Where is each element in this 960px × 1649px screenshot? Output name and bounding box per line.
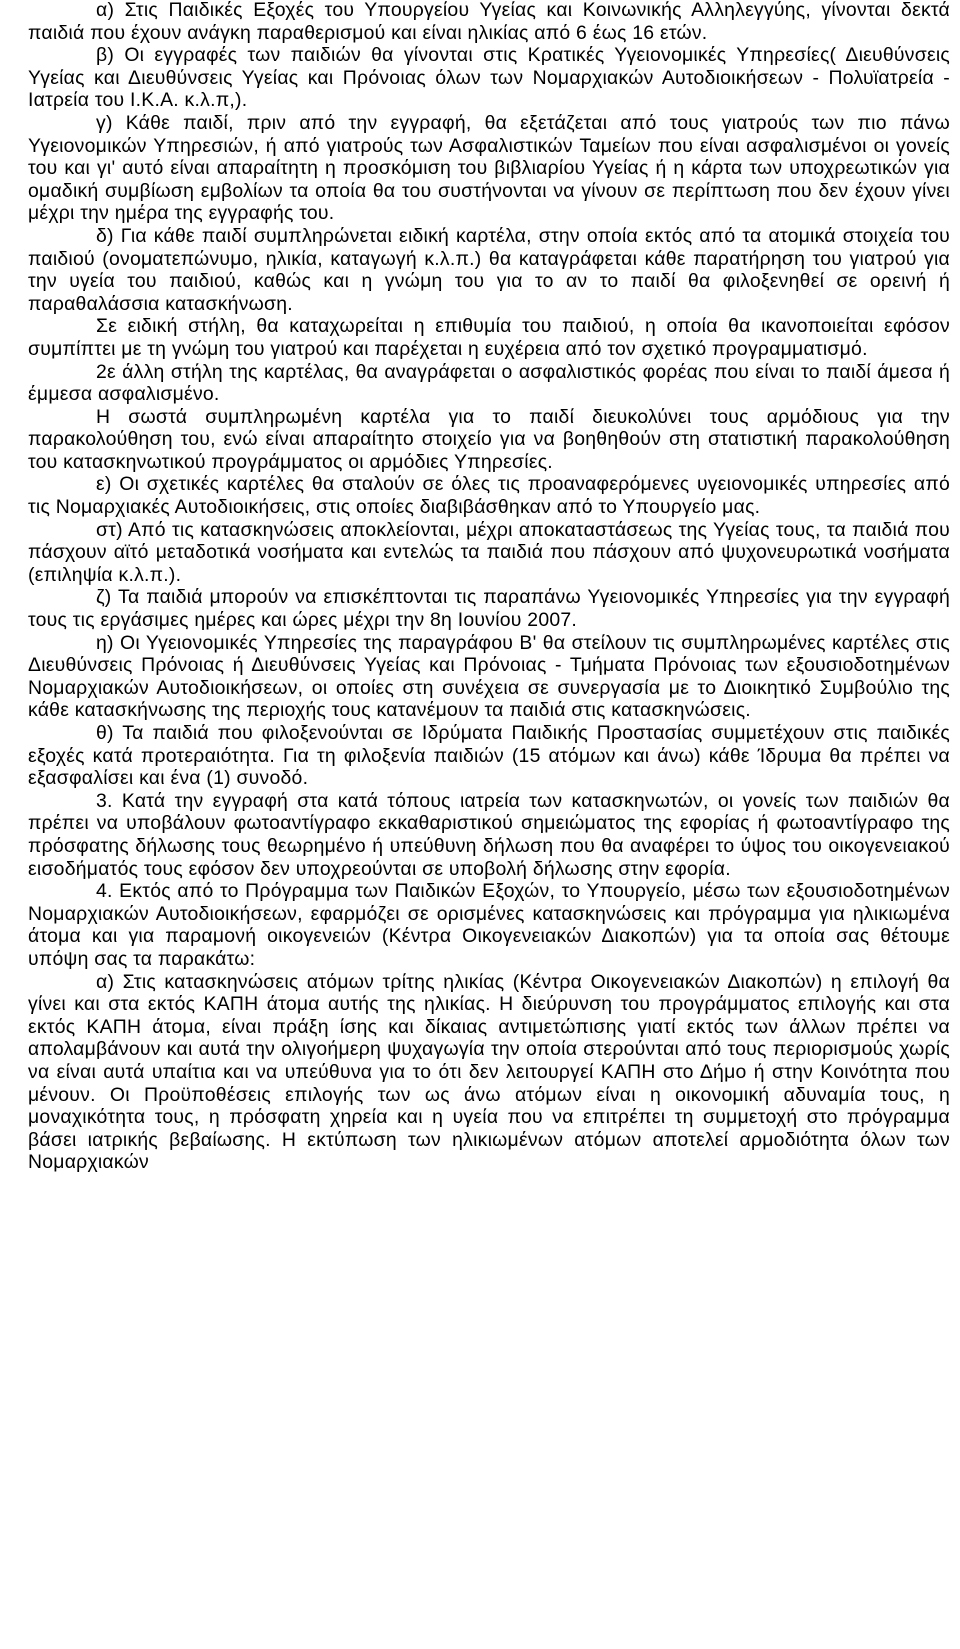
- paragraph-st-exclusions: στ) Από τις κατασκηνώσεις αποκλείονται, μέχρι αποκαταστάσεως της Υγείας τους, τα παιδιά που πάσχουν αϊτό μεταδοτικά νοσήματα και εντελώς τα παιδιά που πάσχουν από ψυχονευρωτικά νοσήματα (επιληψία κ.λ.π.).: [28, 518, 950, 586]
- paragraph-alpha-eligibility: α) Στις Παιδικές Εξοχές του Υπουργείου Υγείας και Κοινωνικής Αλληλεγγύης, γίνονται δεκτά παιδιά που έχουν ανάγκη παραθερισμού και είναι ηλικίας από 6 έως 16 ετών.: [28, 0, 950, 44]
- paragraph-theta-institutions: θ) Τα παιδιά που φιλοξενούνται σε Ιδρύματα Παιδικής Προστασίας συμμετέχουν στις παιδικές εξοχές κατά προτεραιότητα. Για τη φιλοξενία παιδιών (15 ατόμων και άνω) κάθε Ίδρυμα θα πρέπει να εξασφαλίσει και ένα (1) συνοδό.: [28, 722, 950, 790]
- paragraph-child-wish-column: Σε ειδική στήλη, θα καταχωρείται η επιθυμία του παιδιού, η οποία θα ικανοποιείται εφόσον συμπίπτει με τη γνώμη του γιατρού και παρέχεται η ευχέρεια από τον σχετικό προγραμματισμό.: [28, 315, 950, 360]
- paragraph-3-income-documents: 3. Κατά την εγγραφή στα κατά τόπους ιατρεία των κατασκηνωτών, οι γονείς των παιδιών θα πρέπει να υποβάλουν φωτοαντίγραφο εκκαθαριστικού σημειώματος της εφορίας ή φωτοαντίγραφο της πρόσφατης δήλωσης τους θεωρημένο ή υπεύθυνη δήλωση που θα αναφέρει το ύψος του οικογενειακού εισοδήματός τους εφόσον δεν υποχρεούνται σε υποβολή δήλωσης στην εφορία.: [28, 789, 950, 880]
- paragraph-complete-card: Η σωστά συμπληρωμένη καρτέλα για το παιδί διευκολύνει τους αρμόδιους για την παρακολούθηση του, ενώ είναι απαραίτητο στοιχείο για να βοηθηθούν στη στατιστική παρακολούθηση του κατασκηνωτικού προγράμματος οι αρμόδιες Υπηρεσίες.: [28, 405, 950, 473]
- paragraph-epsilon-cards-sent: ε) Οι σχετικές καρτέλες θα σταλούν σε όλες τις προαναφερόμενες υγειονομικές υπηρεσίες από τις Νομαρχιακές Αυτοδιοικήσεις, στις οποίες διαβιβάσθηκαν από το Υπουργείο μας.: [28, 473, 950, 519]
- paragraph-eta-card-distribution: η) Οι Υγειονομικές Υπηρεσίες της παραγράφου Β' θα στείλουν τις συμπληρωμένες καρτέλες στις Διευθύνσεις Πρόνοιας ή Διευθύνσεις Υγείας και Πρόνοιας - Τμήματα Πρόνοιας των εξουσιοδοτημένων Νομαρχιακών Αυτοδιοικήσεων, οι οποίες στη συνέχεια σε συνεργασία με το Διοικητικό Συμβούλιο της κάθε κατασκήνωσης της περιοχής τους κατανέμουν τα παιδιά στις κατασκηνώσεις.: [28, 631, 950, 722]
- paragraph-insurance-column: 2ε άλλη στήλη της καρτέλας, θα αναγράφεται ο ασφαλιστικός φορέας που είναι το παιδί άμεσα ή έμμεσα ασφαλισμένο.: [28, 360, 950, 406]
- paragraph-delta-child-card: δ) Για κάθε παιδί συμπληρώνεται ειδική καρτέλα, στην οποία εκτός από τα ατομικά στοιχεία του παιδιού (ονοματεπώνυμο, ηλικία, καταγωγή κ.λ.π.) θα καταγράφεται κάθε παρατήρηση του γιατρού για την υγεία του παιδιού, καθώς και η γνώμη του για το αν το παιδί θα φιλοξενηθεί σε ορεινή ή παραθαλάσσια κατασκήνωση.: [28, 224, 950, 315]
- paragraph-alpha-elderly-camps: α) Στις κατασκηνώσεις ατόμων τρίτης ηλικίας (Κέντρα Οικογενειακών Διακοπών) η επιλογή θα γίνει και στα εκτός ΚΑΠΗ άτομα αυτής της ηλικίας. Η διεύρυνση του προγράμματος επιλογής και στα εκτός ΚΑΠΗ άτομα, είναι πράξη ίσης και δίκαιας αντιμετώπισης γιατί εκτός των άλλων πρέπει να απολαμβάνουν και αυτά την ολιγοήμερη ψυχαγωγία την οποία στερούνται από τους περιορισμούς χωρίς να είναι αυτά υπαίτια και να υπεύθυνα για το ότι δεν λειτουργεί ΚΑΠΗ στο Δήμο ή στην Κοινότητα που μένουν. Οι Προϋποθέσεις επιλογής των ως άνω ατόμων είναι η οικονομική αδυναμία τους, η μοναχικότητα τους, η πρόσφατη χηρεία και η υγεία που να επιτρέπει τη συμμετοχή στο πρόγραμμα βάσει ιατρικής βεβαίωσης. Η εκτύπωση των ηλικιωμένων ατόμων αποτελεί αρμοδιότητα όλων των Νομαρχιακών: [28, 970, 950, 1174]
- paragraph-4-other-programs: 4. Εκτός από το Πρόγραμμα των Παιδικών Εξοχών, το Υπουργείο, μέσω των εξουσιοδοτημένων Νομαρχιακών Αυτοδιοικήσεων, εφαρμόζει σε ορισμένες κατασκηνώσεις και πρόγραμμα για ηλικιωμένα άτομα και για παραμονή οικογενειών (Κέντρα Οικογενειακών Διακοπών) για τα οποία σας θέτουμε υπόψη σας τα παρακάτω:: [28, 880, 950, 970]
- paragraph-gamma-medical-exam: γ) Κάθε παιδί, πριν από την εγγραφή, θα εξετάζεται από τους γιατρούς των πιο πάνω Υγειονομικών Υπηρεσιών, ή από γιατρούς των Ασφαλιστικών Ταμείων που είναι ασφαλισμένοι οι γονείς του και γι' αυτό είναι απαραίτητη η προσκόμιση του βιβλιαρίου Υγείας ή η κάρτα των υποχρεωτικών για ομαδική συμβίωση εμβολίων τα οποία θα του συστήνονται να γίνουν σε περίπτωση που δεν έχουν γίνει μέχρι την ημέρα της εγγραφής του.: [28, 111, 950, 225]
- paragraph-beta-registrations: β) Οι εγγραφές των παιδιών θα γίνονται στις Κρατικές Υγειονομικές Υπηρεσίες( Διευθύνσεις Υγείας και Διευθύνσεις Υγείας και Πρόνοιας όλων των Νομαρχιακών Αυτοδιοικήσεων - Πολυϊατρεία - Ιατρεία του Ι.Κ.Α. κ.λ.π,).: [28, 44, 950, 112]
- paragraph-zeta-visit-deadline: ζ) Τα παιδιά μπορούν να επισκέπτονται τις παραπάνω Υγειονομικές Υπηρεσίες για την εγγραφή τους τις εργάσιμες ημέρες και ώρες μέχρι την 8η Ιουνίου 2007.: [28, 586, 950, 632]
